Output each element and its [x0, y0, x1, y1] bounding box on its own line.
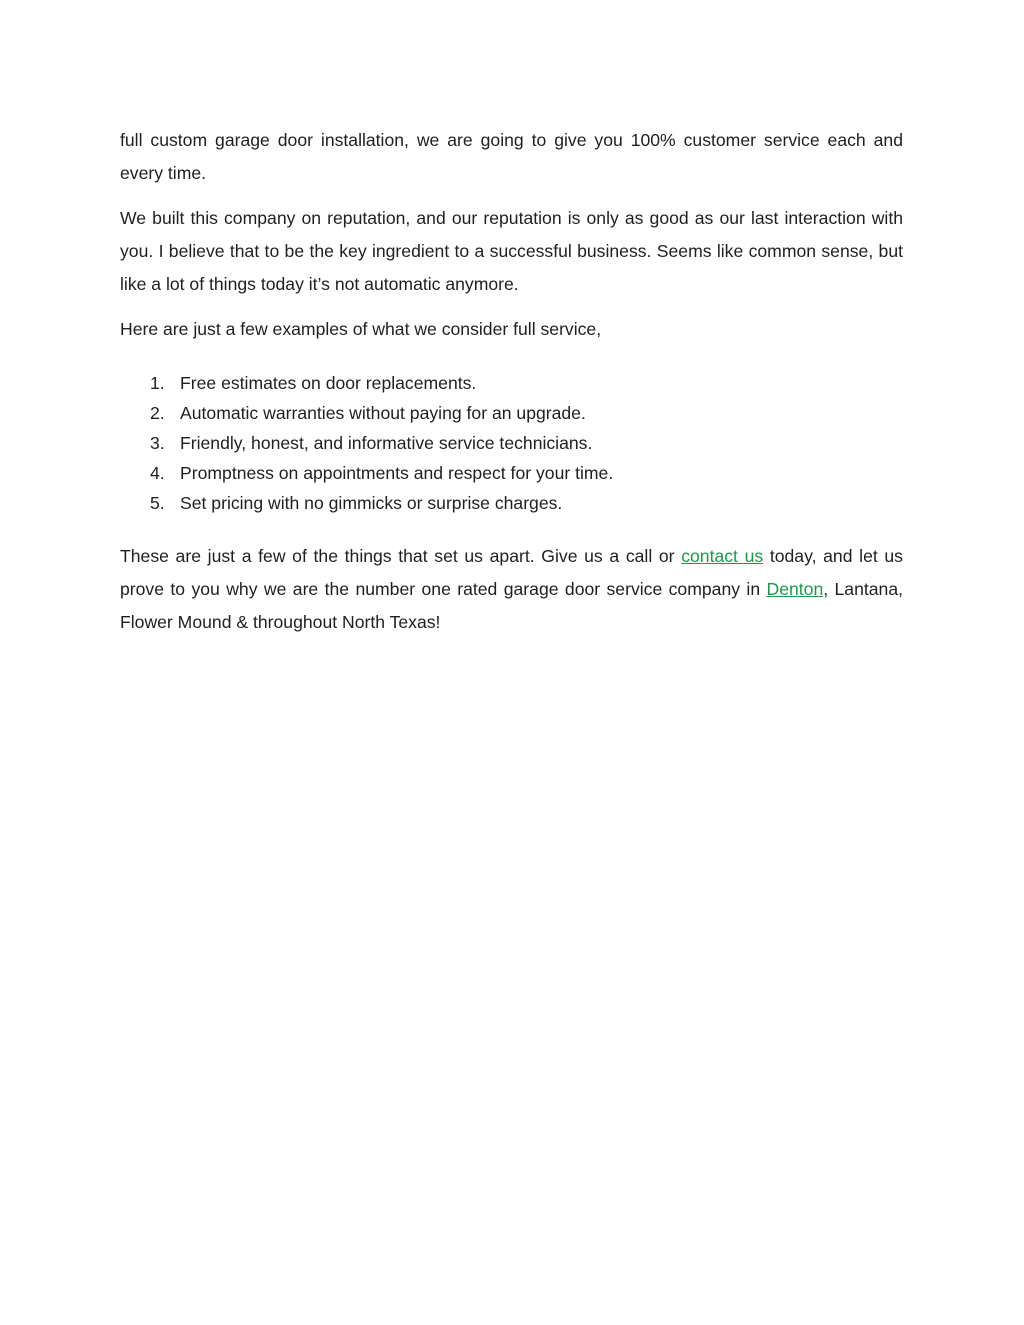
closing-text-part3: , Lantana, Flower Mound & throughout North Texas!: [120, 579, 903, 632]
list-item: [120, 398, 903, 428]
list-item-number: 5.: [150, 493, 165, 513]
paragraph-reputation: We built this company on reputation, and our reputation is only as good as our last interaction with you. I believe that to be the key ingredient to a successful business. Seems like common sense, but like a lot of things today it’s not automatic anymore.: [120, 208, 903, 294]
service-list: [120, 368, 903, 518]
list-item: [120, 428, 903, 458]
list-item-text: Friendly, honest, and informative service technicians.: [180, 433, 593, 453]
list-item-number: 1.: [150, 373, 165, 393]
closing-text-part2: today, and let us prove to you why we are the number one rated garage door service company in: [120, 546, 903, 599]
list-item-text: Set pricing with no gimmicks or surprise charges.: [180, 493, 563, 513]
list-item-text: Free estimates on door replacements.: [180, 373, 477, 393]
paragraph-examples-intro: Here are just a few examples of what we consider full service,: [120, 319, 602, 339]
closing-text-part1: These are just a few of the things that set us apart. Give us a call or: [120, 546, 682, 566]
paragraph-intro: full custom garage door installation, we are going to give you 100% customer service each and every time.: [120, 130, 903, 183]
list-item-number: 4.: [150, 463, 165, 483]
list-item-text: Promptness on appointments and respect for your time.: [180, 463, 614, 483]
list-item-number: 3.: [150, 433, 165, 453]
list-item-number: 2.: [150, 403, 165, 423]
contact-us-link[interactable]: contact us: [681, 546, 764, 566]
list-item: [120, 458, 903, 488]
list-item-text: Automatic warranties without paying for an upgrade.: [180, 403, 586, 423]
document-page: [120, 124, 903, 651]
denton-link[interactable]: Denton: [766, 579, 824, 599]
paragraph-closing: [120, 540, 903, 639]
list-item: [120, 368, 903, 398]
list-item: [120, 488, 903, 518]
